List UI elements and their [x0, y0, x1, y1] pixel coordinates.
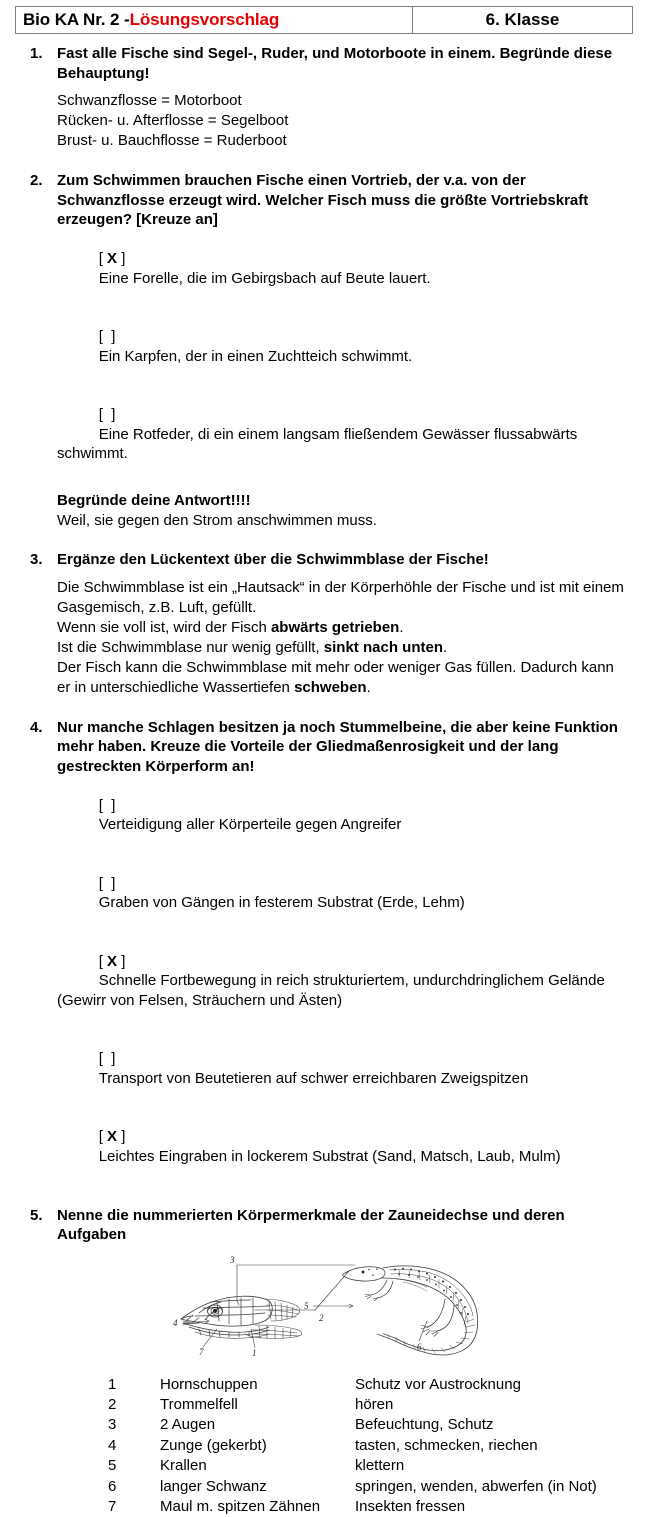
checkbox-option[interactable] [57, 932, 630, 1030]
question-3-number: 3. [30, 550, 43, 570]
figure-label-7: 7 [199, 1347, 204, 1357]
question-4-options [0, 776, 648, 1186]
page-title: Bio KA Nr. 2 - [23, 10, 130, 30]
question-3 [0, 550, 648, 698]
table-row [108, 1497, 648, 1517]
row-feature: Krallen [160, 1456, 355, 1476]
answer-line: Rücken- u. Afterflosse = Segelboot [57, 111, 630, 131]
row-number: 3 [108, 1415, 160, 1435]
question-4-prompt: Nur manche Schlagen besitzen ja noch Stummelbeine, die aber keine Funktion mehr haben. Kreuze die Vorteile der Gliedmaßenrosigkeit und der lang gestreckten Körperform an! [57, 719, 618, 775]
spacer [0, 151, 648, 171]
cloze-text: Ist die Schwimmblase nur wenig gefüllt, [57, 639, 324, 656]
cloze-text: . [443, 639, 447, 656]
cloze-line [57, 658, 630, 698]
class-label: 6. Klasse [486, 10, 560, 30]
table-row [108, 1436, 648, 1456]
checkbox-2-3[interactable]: [ ] [99, 406, 116, 423]
checkbox-option[interactable] [57, 230, 630, 308]
question-2-number: 2. [30, 171, 43, 191]
checkbox-mark: X [107, 953, 117, 970]
spacer [0, 698, 648, 718]
spacer [0, 570, 648, 578]
checkbox-option-label: Graben von Gängen in festerem Substrat (Erde, Lehm) [99, 894, 465, 911]
question-2-prompt: Zum Schwimmen brauchen Fische einen Vortrieb, der v.a. von der Schwanzflosse erzeugt wird. Welcher Fisch muss die größte Vortriebskraft erzeugen? [Kreuze an] [57, 172, 588, 228]
row-feature: Hornschuppen [160, 1375, 355, 1395]
cloze-text: Wenn sie voll ist, wird der Fisch [57, 619, 271, 636]
checkbox-4-3[interactable]: [ X ] [99, 953, 126, 970]
question-3-heading [0, 550, 648, 570]
figure-label-4: 4 [173, 1318, 178, 1328]
zauneidechse-diagram [159, 1253, 489, 1361]
figure-label-3: 3 [229, 1255, 235, 1265]
cloze-line [57, 578, 630, 618]
checkbox-option[interactable] [57, 854, 630, 932]
checkbox-option[interactable] [57, 308, 630, 386]
checkbox-4-2[interactable]: [ ] [99, 875, 116, 892]
question-5-prompt: Nenne die nummerierten Körpermerkmale der Zauneidechse und deren Aufgaben [57, 1207, 565, 1244]
cloze-text: . [367, 679, 371, 696]
row-number: 2 [108, 1395, 160, 1415]
row-number: 5 [108, 1456, 160, 1476]
checkbox-option-label: Verteidigung aller Körperteile gegen Angreifer [99, 816, 402, 833]
cloze-line [57, 638, 630, 658]
page-title-accent: Lösungsvorschlag [130, 10, 280, 30]
row-function: Insekten fressen [355, 1497, 648, 1517]
answer-table [0, 1375, 648, 1517]
question-1-prompt: Fast alle Fische sind Segel-, Ruder, und Motorboote in einem. Begründe diese Behauptung! [57, 45, 612, 82]
row-feature: 2 Augen [160, 1415, 355, 1435]
question-4-number: 4. [30, 718, 43, 738]
question-3-cloze [0, 578, 648, 698]
question-1-number: 1. [30, 44, 43, 64]
figure-label-2: 2 [319, 1313, 324, 1323]
table-row [108, 1477, 648, 1497]
table-row [108, 1456, 648, 1476]
question-1-heading [0, 44, 648, 83]
figure-label-5: 5 [304, 1301, 309, 1311]
lizard-figure-wrap [0, 1253, 648, 1361]
question-2-heading [0, 171, 648, 230]
checkbox-option[interactable] [57, 1108, 630, 1186]
row-function: springen, wenden, abwerfen (in Not) [355, 1477, 648, 1497]
checkbox-2-1[interactable]: [ X ] [99, 250, 126, 267]
header-title-cell [16, 7, 413, 33]
question-1 [0, 44, 648, 151]
row-function: hören [355, 1395, 648, 1415]
question-1-answer [0, 91, 648, 151]
table-row [108, 1395, 648, 1415]
row-number: 7 [108, 1497, 160, 1517]
figure-label-1: 1 [252, 1348, 257, 1358]
checkbox-option-label: Leichtes Eingraben in lockerem Substrat (Sand, Matsch, Laub, Mulm) [99, 1148, 561, 1165]
question-5 [0, 1206, 648, 1517]
question-4-heading [0, 718, 648, 777]
checkbox-2-2[interactable]: [ ] [99, 328, 116, 345]
cloze-answer: abwärts getrieben [271, 619, 399, 636]
question-2-subheading: Begründe deine Antwort!!!! [57, 491, 630, 511]
cloze-line [57, 618, 630, 638]
figure-label-6: 6 [417, 1342, 422, 1352]
answer-line: Schwanzflosse = Motorboot [57, 91, 630, 111]
cloze-text: Der Fisch kann die Schwimmblase mit mehr oder weniger Gas füllen. Dadurch kann er in unterschiedliche Wassertiefen [57, 659, 618, 696]
question-2-sub-answer: Weil, sie gegen den Strom anschwimmen muss. [57, 511, 630, 531]
question-2 [0, 171, 648, 530]
row-function: Befeuchtung, Schutz [355, 1415, 648, 1435]
cloze-text: Die Schwimmblase ist ein „Hautsack“ in der Körperhöhle der Fische und ist mit einem Gasgemisch, z.B. Luft, gefüllt. [57, 579, 628, 616]
row-feature: Trommelfell [160, 1395, 355, 1415]
checkbox-mark: X [107, 250, 117, 267]
checkbox-option-label: Ein Karpfen, der in einen Zuchtteich schwimmt. [99, 348, 412, 365]
checkbox-4-1[interactable]: [ ] [99, 797, 116, 814]
checkbox-option[interactable] [57, 1030, 630, 1108]
question-2-justification [0, 491, 648, 530]
checkbox-option-label: Transport von Beutetieren auf schwer erreichbaren Zweigspitzen [99, 1070, 529, 1087]
row-feature: Maul m. spitzen Zähnen [160, 1497, 355, 1517]
spacer [0, 1186, 648, 1206]
cloze-text: . [399, 619, 403, 636]
spacer [0, 530, 648, 550]
checkbox-option-label: Eine Rotfeder, di ein einem langsam fließendem Gewässer flussabwärts schwimmt. [57, 426, 581, 463]
cloze-answer: sinkt nach unten [324, 639, 443, 656]
checkbox-option-label: Eine Forelle, die im Gebirgsbach auf Beute lauert. [99, 270, 431, 287]
checkbox-option[interactable] [57, 776, 630, 854]
checkbox-mark: X [107, 1128, 117, 1145]
checkbox-option[interactable] [57, 386, 630, 484]
lizard-svg [159, 1253, 489, 1361]
checkbox-option-label: Schnelle Fortbewegung in reich strukturiertem, undurchdringlichem Gelände (Gewirr von Felsen, Sträuchern und Ästen) [57, 972, 609, 1009]
question-5-heading [0, 1206, 648, 1245]
row-number: 1 [108, 1375, 160, 1395]
row-function: Schutz vor Austrocknung [355, 1375, 648, 1395]
table-row [108, 1415, 648, 1435]
spacer [0, 483, 648, 491]
question-4 [0, 718, 648, 1186]
table-row [108, 1375, 648, 1395]
question-2-options [0, 230, 648, 484]
checkbox-4-4[interactable]: [ ] [99, 1050, 116, 1067]
row-feature: langer Schwanz [160, 1477, 355, 1497]
row-number: 6 [108, 1477, 160, 1497]
spacer [0, 83, 648, 91]
header-table [15, 6, 633, 34]
worksheet-content [0, 44, 648, 1517]
header-class-cell [413, 7, 632, 33]
answer-line: Brust- u. Bauchflosse = Ruderboot [57, 131, 630, 151]
row-number: 4 [108, 1436, 160, 1456]
question-3-prompt: Ergänze den Lückentext über die Schwimmblase der Fische! [57, 551, 489, 568]
question-5-number: 5. [30, 1206, 43, 1226]
row-feature: Zunge (gekerbt) [160, 1436, 355, 1456]
checkbox-4-5[interactable]: [ X ] [99, 1128, 126, 1145]
row-function: klettern [355, 1456, 648, 1476]
cloze-answer: schweben [294, 679, 367, 696]
row-function: tasten, schmecken, riechen [355, 1436, 648, 1456]
